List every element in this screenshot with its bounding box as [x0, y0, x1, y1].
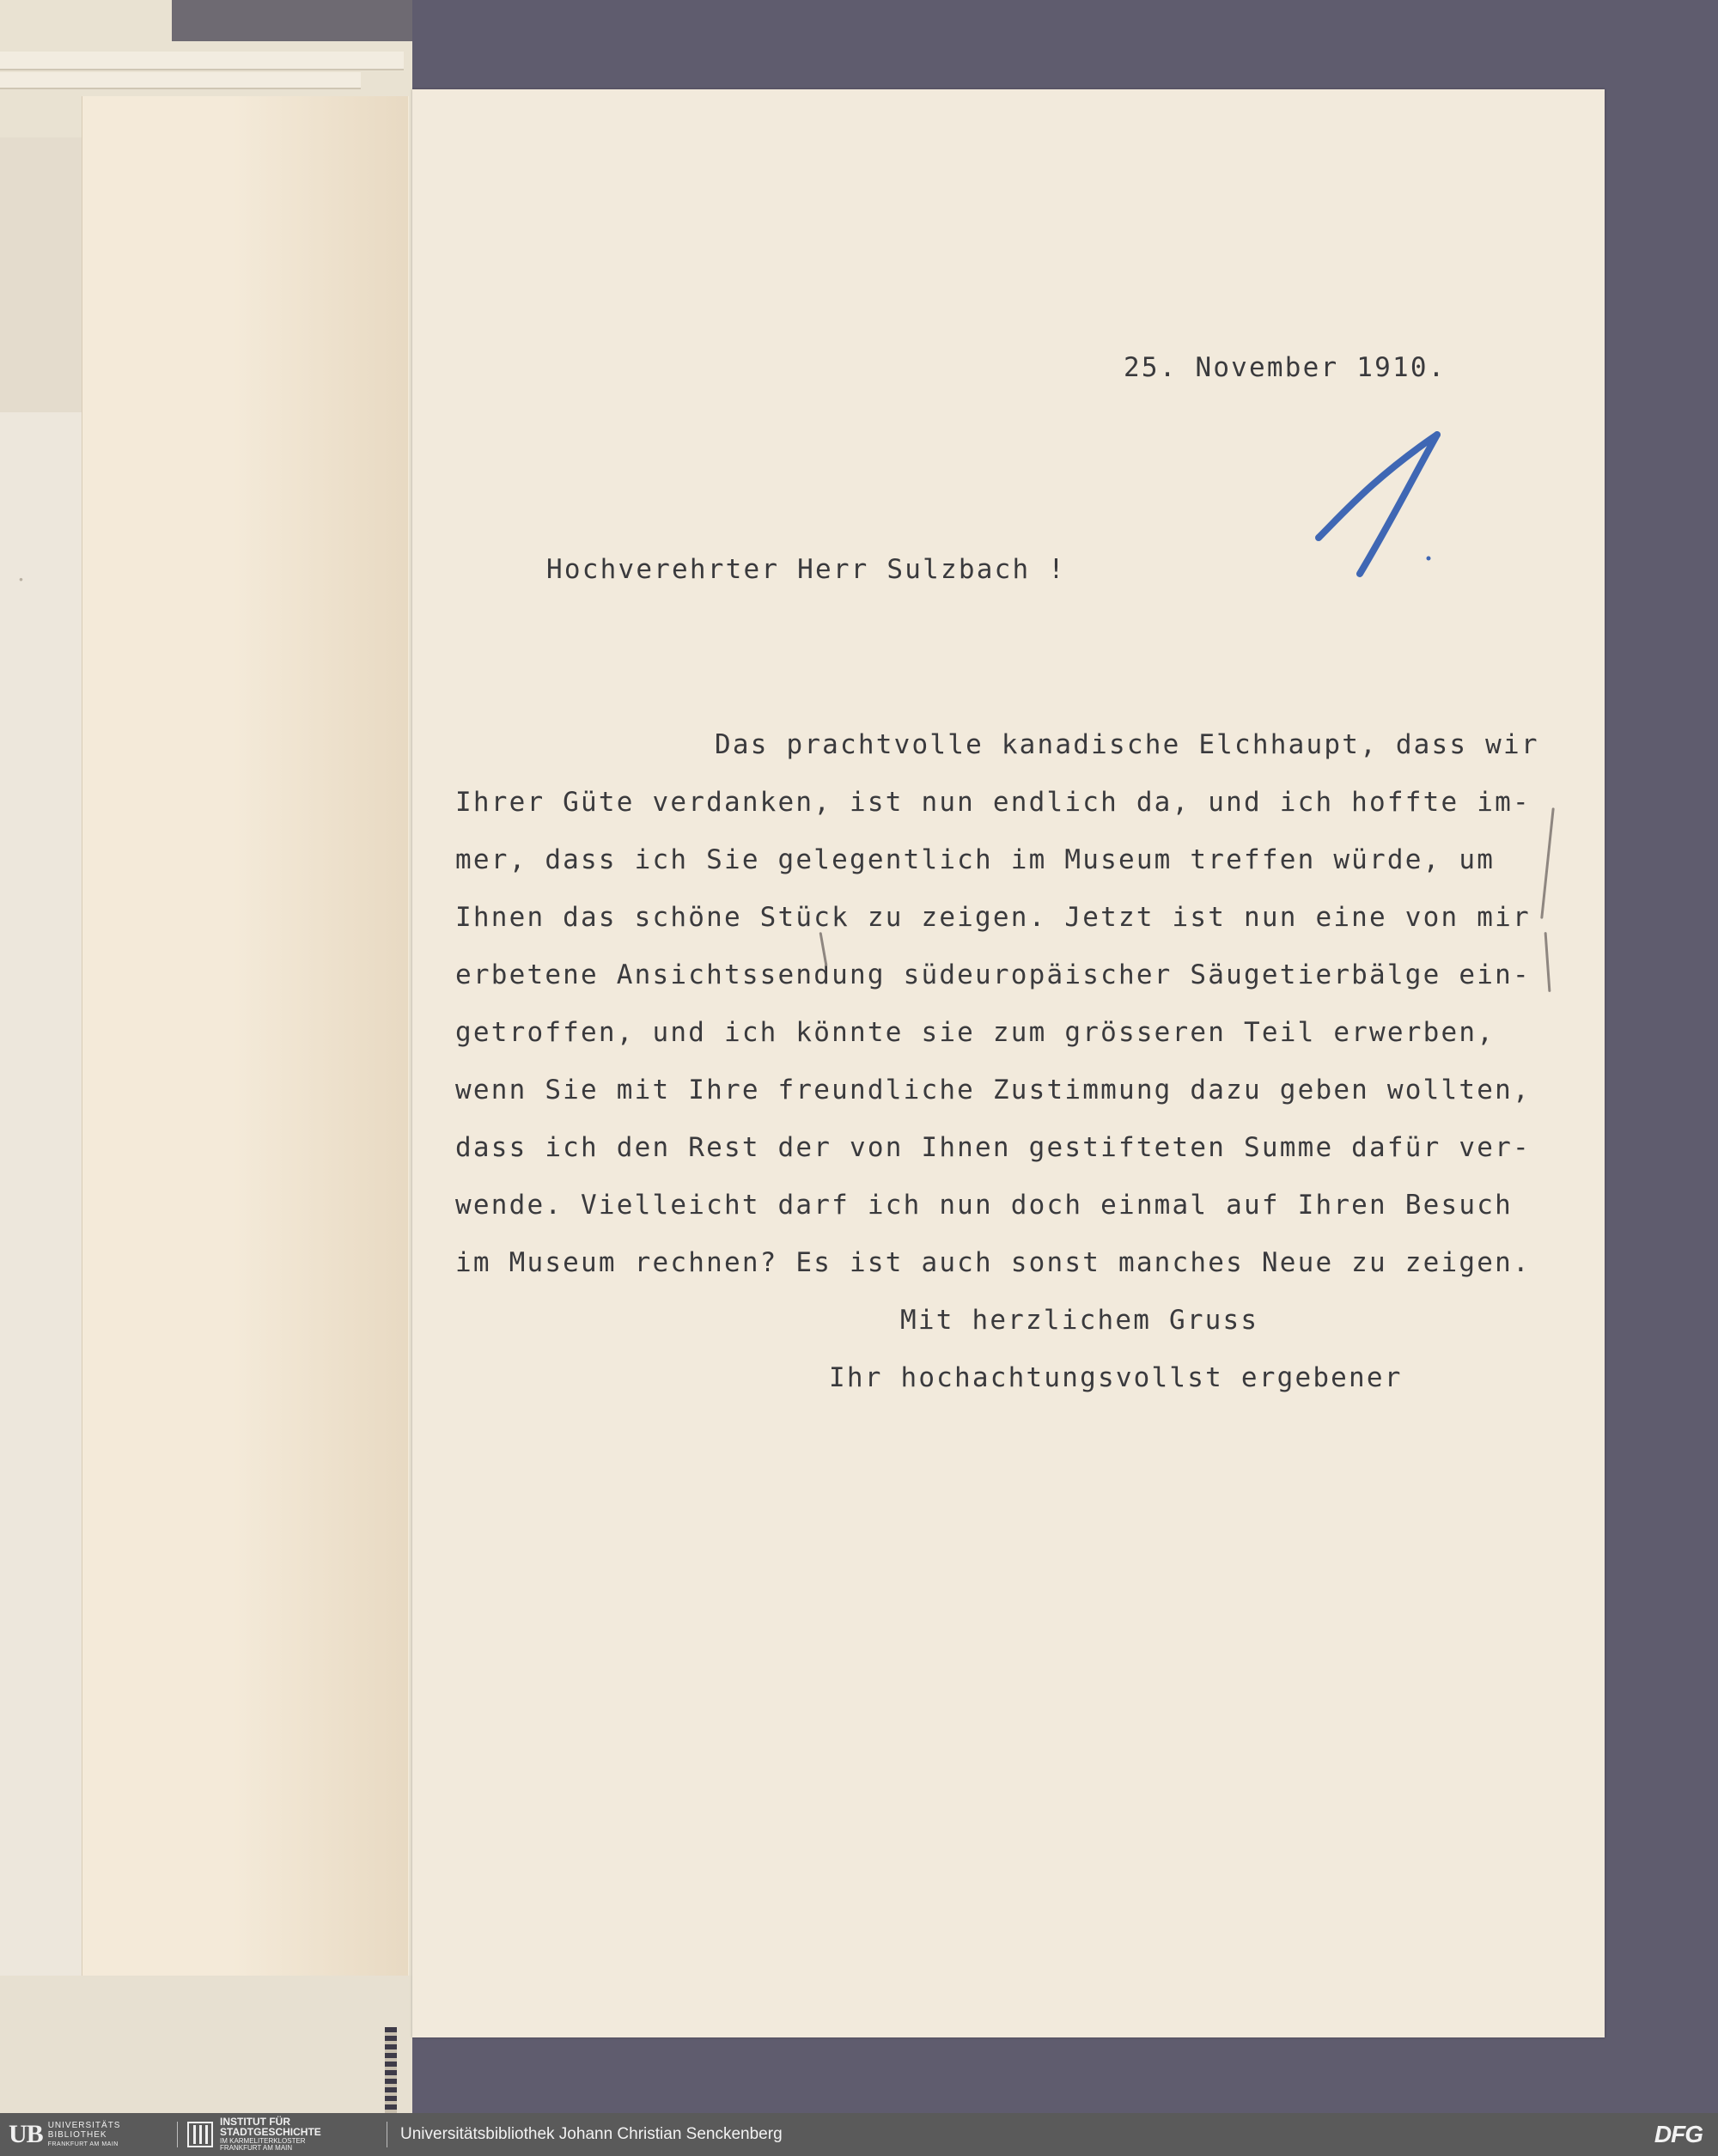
ub-logo-line: UNIVERSITÄTS [47, 2120, 121, 2130]
isg-logo-line: STADTGESCHICHTE [220, 2126, 321, 2138]
body-line: getroffen, und ich könnte sie zum grösseren Teil erwerben, [455, 1017, 1496, 1048]
isg-logo-line: IM KARMELITERKLOSTER [220, 2137, 306, 2145]
footer-title: Universitätsbibliothek Johann Christian Senckenberg [400, 2125, 783, 2143]
body-line: Ihnen das schöne Stück zu zeigen. Jetzt ist nun eine von mir [455, 902, 1531, 933]
dfg-logo: DFG [1654, 2121, 1703, 2147]
old-document-page [0, 137, 87, 1976]
isg-logo-icon [187, 2122, 213, 2147]
closing-signoff: Ihr hochachtungsvollst ergebener [829, 1362, 1403, 1393]
salutation: Hochverehrter Herr Sulzbach ! [546, 554, 1067, 585]
paper-edge [0, 52, 404, 70]
handwritten-page-number [1310, 426, 1447, 589]
binding-spine [385, 2027, 397, 2113]
ub-logo-mark: UB [9, 2120, 43, 2148]
letter-date: 25. November 1910. [1124, 352, 1447, 383]
paper-edge [0, 72, 361, 89]
footer-bar [0, 2113, 1718, 2156]
isg-logo-line: INSTITUT FÜR [220, 2116, 290, 2128]
body-line: wende. Vielleicht darf ich nun doch einmal auf Ihren Besuch [455, 1190, 1513, 1221]
ub-logo-line: FRANKFURT AM MAIN [47, 2141, 119, 2147]
isg-logo [187, 2116, 321, 2152]
body-line: wenn Sie mit Ihre freundliche Zustimmung dazu geben wollten, [455, 1075, 1531, 1105]
ub-logo-line: BIBLIOTHEK [47, 2129, 107, 2140]
body-line: Das prachtvolle kanadische Elchhaupt, dass wir [715, 729, 1539, 760]
body-line: mer, dass ich Sie gelegentlich im Museum treffen würde, um [455, 844, 1496, 875]
binding-cloth [172, 0, 412, 41]
body-line: erbetene Ansichtssendung südeuropäischer Säugetierbälge ein- [455, 959, 1531, 990]
faded-text: . [17, 558, 25, 587]
body-line: dass ich den Rest der von Ihnen gestifteten Summe dafür ver- [455, 1132, 1531, 1163]
closing-greeting: Mit herzlichem Gruss [900, 1305, 1259, 1336]
bottom-paper-stack [0, 1976, 412, 2113]
flap-shadow [232, 96, 408, 2046]
isg-logo-line: FRANKFURT AM MAIN [220, 2144, 293, 2152]
body-line: im Museum rechnen? Es ist auch sonst manches Neue zu zeigen. [455, 1247, 1531, 1278]
ub-logo [9, 2120, 120, 2149]
body-line: Ihrer Güte verdanken, ist nun endlich da, und ich hoffte im- [455, 787, 1531, 818]
footer-divider [177, 2122, 178, 2147]
old-document-header [0, 137, 86, 412]
